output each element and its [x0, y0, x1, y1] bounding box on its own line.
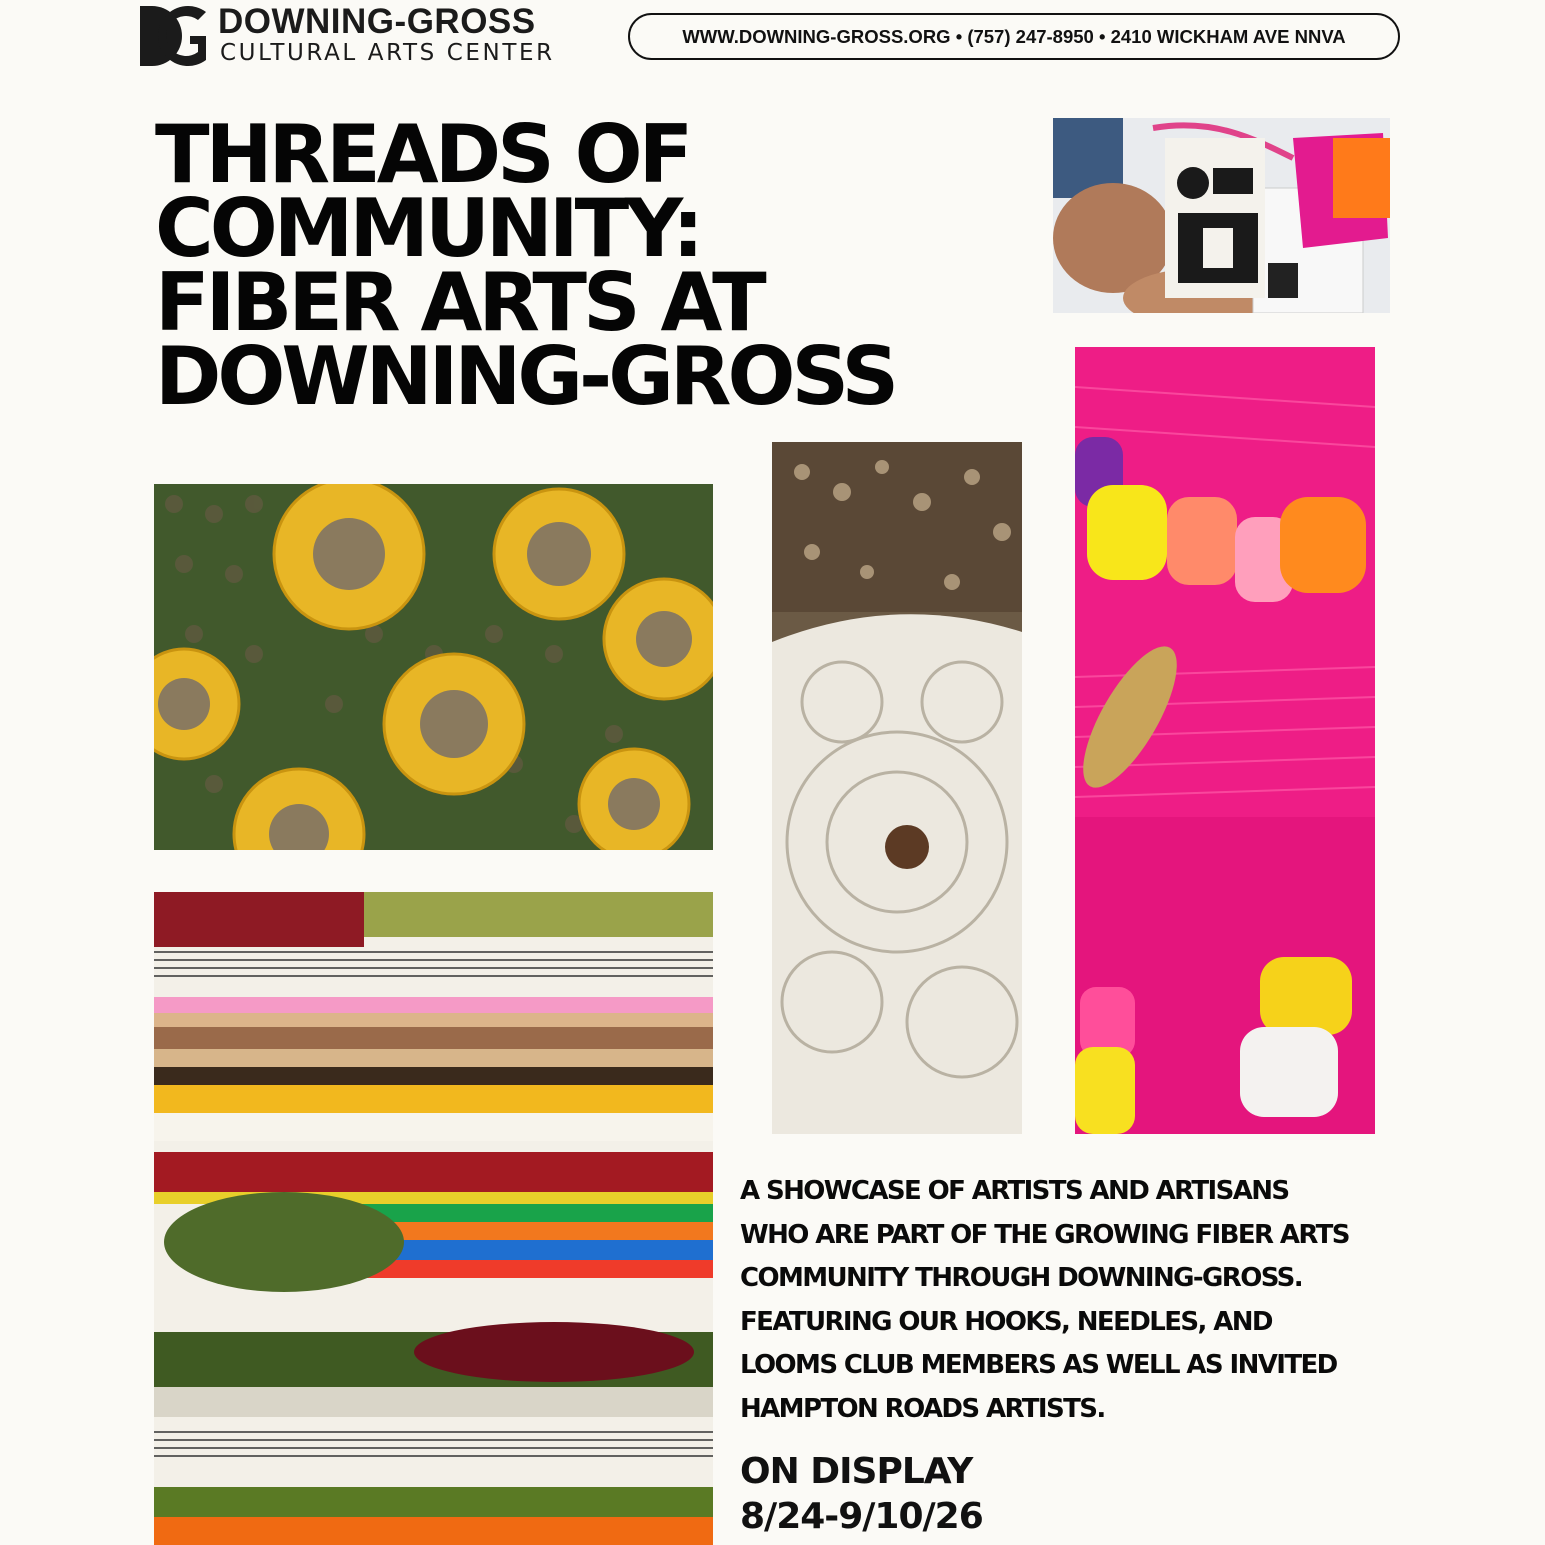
woven-tapestry-photo	[154, 892, 713, 1545]
description-line: A SHOWCASE OF ARTISTS AND ARTISANS	[740, 1176, 1289, 1206]
contact-info: WWW.DOWNING-GROSS.ORG • (757) 247-8950 • 2410 WICKHAM AVE NNVA	[628, 13, 1400, 60]
description-line: FEATURING OUR HOOKS, NEEDLES, AND	[740, 1306, 1272, 1337]
dg-monogram-icon	[140, 6, 206, 66]
lace-doily-photo	[772, 442, 1022, 1134]
logo-title: DOWNING-GROSS	[218, 2, 536, 41]
title-line: FIBER ARTS AT	[155, 256, 763, 349]
display-label: ON DISPLAY	[740, 1451, 973, 1492]
page-title	[155, 108, 1035, 423]
description-line: LOOMS CLUB MEMBERS AS WELL AS INVITED	[740, 1350, 1337, 1380]
display-dates: 8/24-9/10/26	[740, 1496, 983, 1537]
event-description	[740, 1170, 1420, 1431]
pink-weaving-beads-photo	[1075, 347, 1375, 1134]
title-line: COMMUNITY:	[155, 182, 701, 275]
crochet-sunflowers-photo	[154, 484, 713, 850]
logo-subtitle: CULTURAL ARTS CENTER	[220, 40, 555, 66]
description-line: WHO ARE PART OF THE GROWING FIBER ARTS	[740, 1219, 1349, 1250]
description-line: COMMUNITY THROUGH DOWNING-GROSS.	[740, 1263, 1303, 1293]
description-line: HAMPTON ROADS ARTISTS.	[740, 1393, 1105, 1424]
title-line: DOWNING-GROSS	[155, 330, 896, 423]
title-line: THREADS OF	[155, 108, 690, 201]
crochet-badge-photo	[1053, 118, 1390, 313]
